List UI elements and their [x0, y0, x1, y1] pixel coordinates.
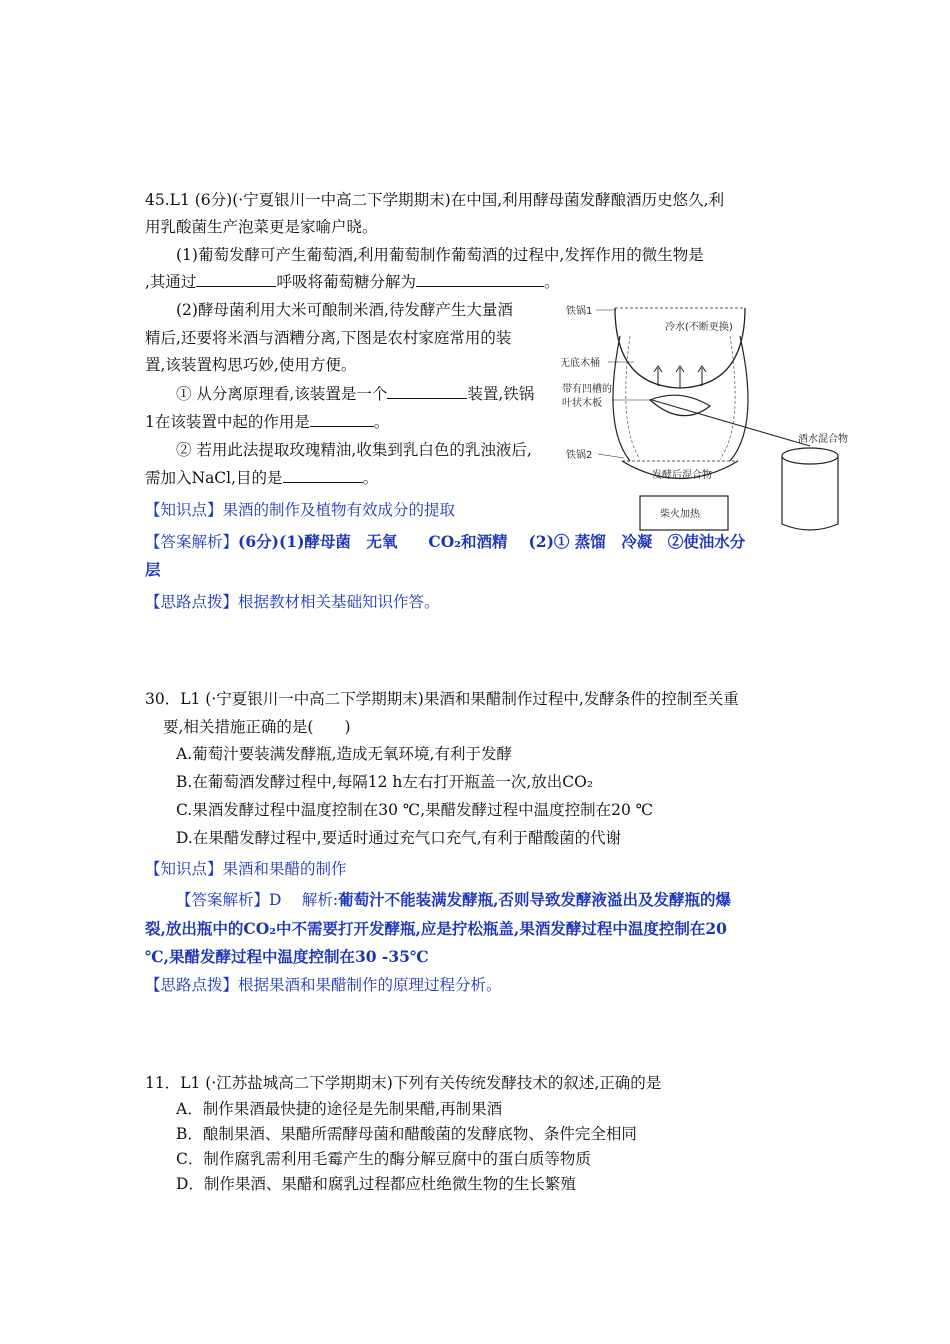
- q11-option-c: C．制作腐乳需利用毛霉产生的酶分解豆腐中的蛋白质等物质: [176, 1150, 591, 1168]
- q45-header-line2: 用乳酸菌生产泡菜更是家喻户晓。: [145, 218, 378, 236]
- label-cold-water: 冷水(不断更换): [665, 322, 733, 333]
- q30-answer-line3: ℃,果醋发酵过程中温度控制在30 -35℃: [145, 947, 429, 966]
- answer-blank: [196, 272, 276, 287]
- q30-option-b: B.在葡萄酒发酵过程中,每隔12 h左右打开瓶盖一次,放出CO₂: [176, 773, 594, 791]
- q45-sub2-line1: ② 若用此法提取玫瑰精油,收集到乳白色的乳浊液后,: [176, 441, 532, 459]
- q45-part1-line1: (1)葡萄发酵可产生葡萄酒,利用葡萄制作葡萄酒的过程中,发挥作用的微生物是: [176, 246, 704, 264]
- q11-option-a: A．制作果酒最快捷的途径是先制果醋,再制果酒: [176, 1100, 503, 1118]
- answer-blank: [283, 468, 363, 483]
- q11-option-d: D．制作果酒、果醋和腐乳过程都应杜绝微生物的生长繁殖: [176, 1175, 576, 1193]
- label-board-line2: 叶状木板: [562, 398, 602, 409]
- outlet-pipe: [652, 400, 810, 446]
- leaf-board: [650, 395, 710, 415]
- answer-blank: [387, 384, 467, 399]
- q45-part2-line2: 精后,还要将米酒与酒糟分离,下图是农村家庭常用的装: [145, 329, 512, 347]
- q45-header-line1: 45.L1 (6分)(·宁夏银川一中高二下学期期末)在中国,利用酵母菌发酵酿酒历史悠久,利: [145, 191, 725, 209]
- q30-answer-line1: 【答案解析】D 解析:葡萄汁不能装满发酵瓶,否则导致发酵液溢出及发酵瓶的爆: [176, 890, 731, 909]
- q45-sub2-line2: 需加入NaCl,目的是 。: [145, 469, 379, 487]
- collection-barrel: [782, 448, 838, 464]
- label-pot1: 铁锅1: [566, 306, 593, 317]
- q30-header-line1: 30．L1 (·宁夏银川一中高二下学期期末)果酒和果醋制作过程中,发酵条件的控制至关重: [145, 690, 739, 708]
- label-fire: 柴火加热: [660, 509, 700, 520]
- label-bucket: 无底木桶: [560, 358, 600, 369]
- q30-answer-line2: 裂,放出瓶中的CO₂中不需要打开发酵瓶,应是拧松瓶盖,果酒发酵过程中温度控制在20: [145, 919, 727, 938]
- q45-part1-line2: ,其通过 呼吸将葡萄糖分解为 。: [145, 273, 560, 291]
- q11-header: 11．L1 (·江苏盐城高二下学期期末)下列有关传统发酵技术的叙述,正确的是: [145, 1074, 662, 1092]
- q30-knowledge: 【知识点】果酒和果醋的制作: [145, 860, 347, 878]
- q30-option-a: A.葡萄汁要装满发酵瓶,造成无氧环境,有利于发酵: [176, 745, 512, 763]
- q45-sub1-line1: ① 从分离原理看,该装置是一个 装置,铁锅: [176, 385, 535, 403]
- answer-blank: [310, 412, 374, 427]
- q45-hint: 【思路点拨】根据教材相关基础知识作答。: [145, 593, 440, 611]
- q30-hint: 【思路点拨】根据果酒和果醋制作的原理过程分析。: [145, 976, 502, 994]
- label-collect: 酒水混合物: [798, 434, 848, 445]
- q45-answer-line2: 层: [145, 560, 161, 579]
- q45-part2-line1: (2)酵母菌利用大米可酿制米酒,待发酵产生大量酒: [176, 301, 513, 319]
- label-mixture: 发酵后混合物: [652, 470, 712, 481]
- q45-answer-line1: 【答案解析】(6分)(1)酵母菌 无氧 CO₂和酒精 (2)① 蒸馏 冷凝 ②使油水分: [145, 532, 746, 551]
- label-pot2: 铁锅2: [566, 450, 593, 461]
- q30-option-c: C.果酒发酵过程中温度控制在30 ℃,果醋发酵过程中温度控制在20 ℃: [176, 801, 654, 819]
- q45-part2-line3: 置,该装置构思巧妙,使用方便。: [145, 356, 357, 374]
- q45-knowledge: 【知识点】果酒的制作及植物有效成分的提取: [145, 501, 456, 519]
- q30-option-d: D.在果醋发酵过程中,要适时通过充气口充气,有利于醋酸菌的代谢: [176, 829, 622, 847]
- distillation-apparatus-diagram: [560, 296, 860, 536]
- q11-option-b: B．酿制果酒、果醋所需酵母菌和醋酸菌的发酵底物、条件完全相同: [176, 1125, 637, 1143]
- label-board-line1: 带有凹槽的: [562, 384, 612, 395]
- q45-sub1-line2: 1在该装置中起的作用是 。: [145, 413, 390, 431]
- answer-blank: [416, 272, 544, 287]
- q30-header-line2: 要,相关措施正确的是( ): [163, 718, 351, 736]
